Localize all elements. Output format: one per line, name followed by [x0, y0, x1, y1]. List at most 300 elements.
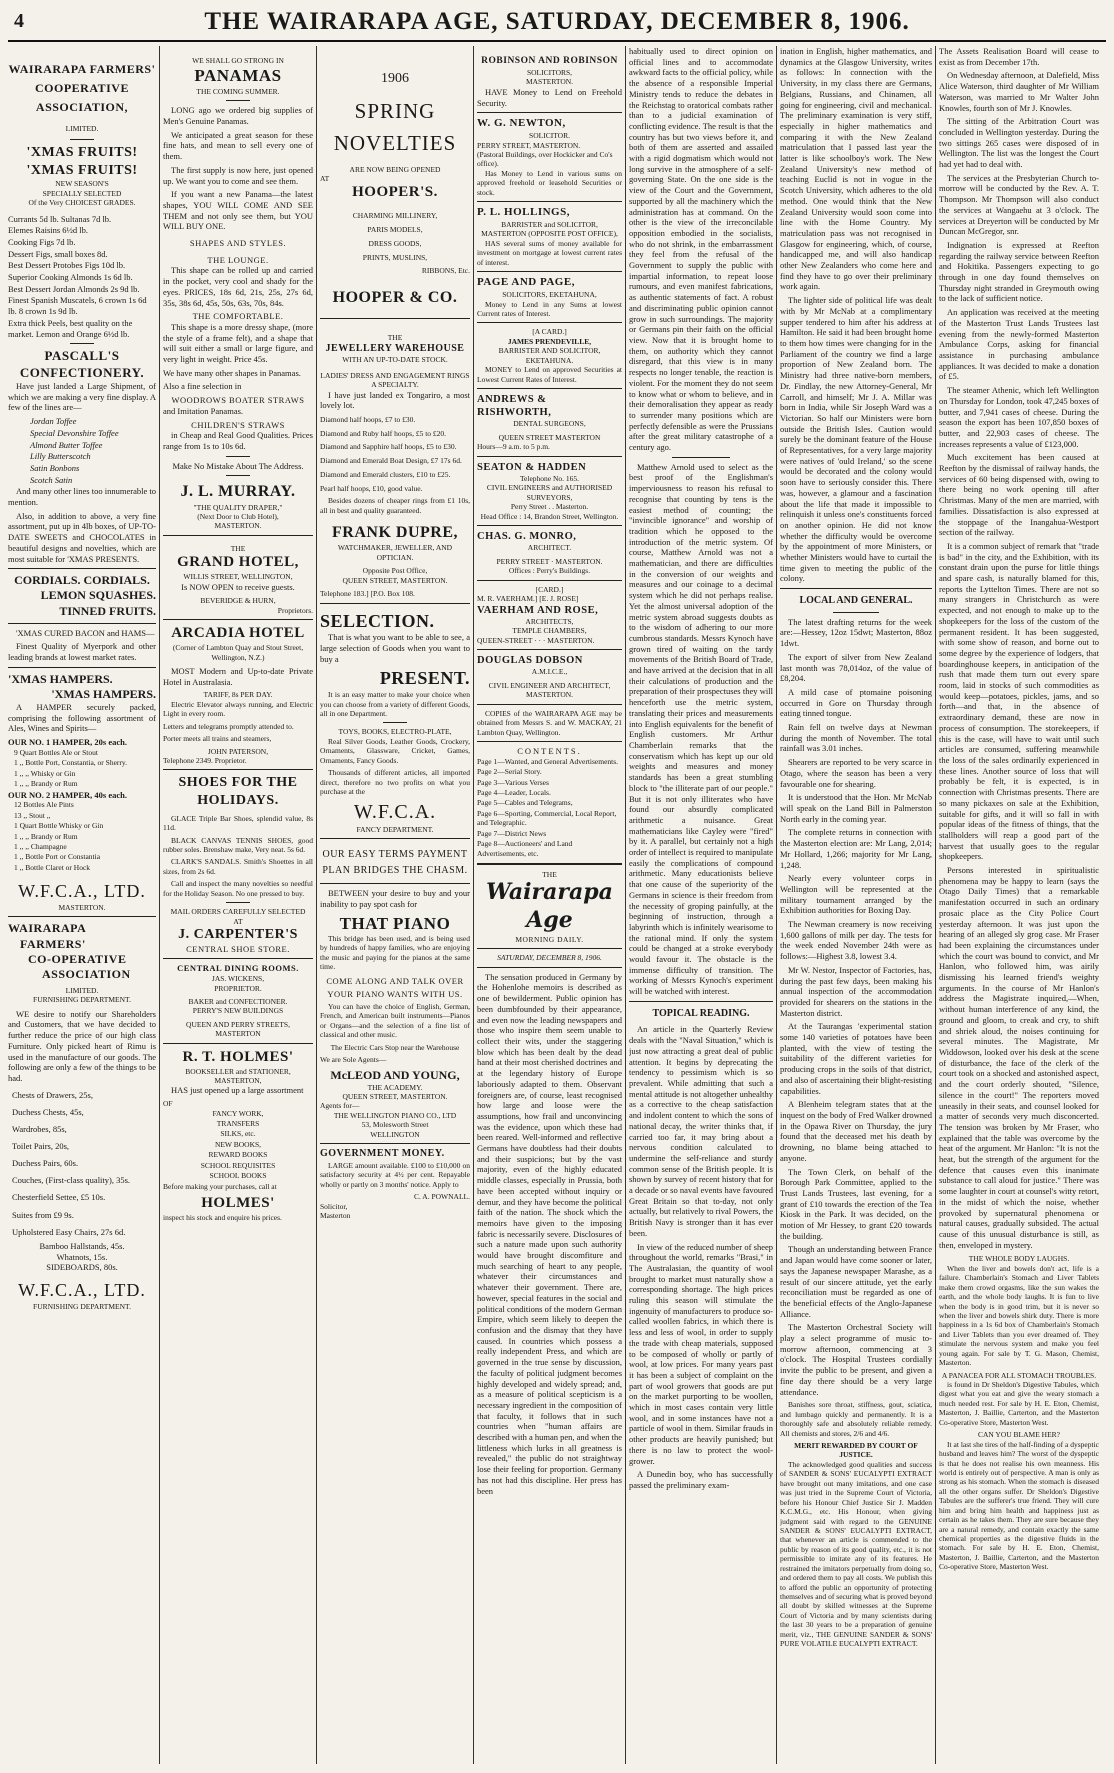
imitation-panamas: and Imitation Panamas. [163, 405, 244, 416]
list-item: Upholstered Easy Chairs, 27s 6d. [12, 1226, 126, 1237]
dobson-town: MASTERTON. [525, 690, 574, 700]
piano-between: BETWEEN your desire to buy and your inability to pay spot cash for [320, 888, 470, 909]
murray-masterton: MASTERTON. [214, 521, 262, 531]
seaton-civil: CIVIL ENGINEERS and AUTHORISED SURVEYORS, [486, 483, 613, 502]
that-piano-heading: THAT PIANO [339, 913, 451, 933]
robinson-heading: ROBINSON AND ROBINSON [481, 56, 618, 66]
leader-paragraph-1: The sensation produced in Germany by the Hohenlohe memoirs is described as one of bewilderment. Public opinion has been dumbfounded by their appearance, and even now the leading newspapers and those who inspire them seem unable to collect their wits, under the staggering blow which has been dealt by the dead hand at their most cherished doctrines and at the legendary history of Europe laboriously adapted to them. Observant foreigners are, of course, least recognised how large and loose were the assumptions, how frail and unconvincing was the evidence, upon which these had been reared. Well-informed and reflective Germans have doubtless had their doubts and their suspicions; but by the vast majority, even of the highly educated middle classes, especially in Prussia, both have been accepted without inquiry or demur, and they have become the political faith of the nation. The shock which the memoirs have given to the imposing fabric is necessarily severe. Disclosures of such a nature made upon such authority would have brought discomfiture and much searching of heart to any people, whatever their circumstances and whatever their government. There are, however, special features in the social and political conditions of the modern German Empire, which seem likely to deepen the confusion and the dismay that they have caused. In countries which possess a really independent Press, and which are governed in the true sense by discussion, the faculty of political judgment becomes highly developed and widely spread; and, as a measure of political scepticism is a necessary ingredient in the composition of that faculty, it follows that in such countries when "human affairs are described with a human pen, and when the littleness which lurks in all greatness is revealed," the public do not straightway lose their feeling for proportion. Germany has not had this discipline. Her press has been [477, 971, 622, 1496]
block-cooperative: CO-OPERATIVE [28, 951, 127, 966]
card-label-2: [CARD.] [535, 584, 564, 594]
tinned-heading: TINNED FRUITS. [59, 603, 156, 618]
dining-rooms-heading: CENTRAL DINING ROOMS. [177, 963, 299, 974]
wpc-city: WELLINGTON [370, 1129, 420, 1139]
topical-paragraph-2: In view of the reduced number of sheep throughout the world, remarks "Brasi," in The Australasian, the quantity of wool brought to market must naturally show a corresponding shortage. The high prices ruling this season will stimulate the ingenuity of manufacturers to produce so-called woollen fabrics, in which there is less and less of wool, in order to supply the trade with cheap materials, supposed to be composed of wholly or partly of wool, at low prices. For many years past it has been a subject of complaint on the part of wool growers that goods are put on the market purporting to be woollen, which in most cases contain very little wool, and in some instances have not a particle of wool in them. Similar frauds in other products are heavily punished; but there is no law to protect the wool-grower. [629, 1241, 773, 1466]
piano-street: QUEEN STREET, MASTERTON. [342, 1092, 448, 1102]
monro-street: PERRY STREET · MASTERTON. [496, 556, 603, 566]
government-money-text: LARGE amount available. £100 to £10,000 on satisfactory security at 4½ per cent. Repayable wholly or partly on 3 months' notice. Apply to [320, 1160, 470, 1189]
local-item: Persons interested in spiritualistic phenomena may be happy to learn (says the Otago Daily Times) that a remarkable manifestation occurred in such an ordinary prosaic place as the City Police Court yesterday afternoon. It was just upon the hearing of an alleged sly grog case. Mr Fraser had been explaining the circumstances under which the court was bound to convict, and Mr Hanlon, who followed him, was airily dismissing his learned friend's weighty arguments. In the course of Mr Hanlon's address the Magistrate inquired,—When, without human interference of any kind, the ground and gloom, to creak and cry, to shift and shriek aloud, the noises continuing for several minutes. The Magistrate, Mr Widdowson, looked over his desk at the scene of disturbance, the face of the clerk of the court took on a shocked and astonished aspect, and the court orderly shouted, "Silence, silence in the court!" The reporters moved uneasily in their seats, and counsel looked for a matter of seconds very much disconcerted. The tension was broken by Mr Fraser, who explained that the table was overcome by the heat of the argument. Mr Hanlon: "It is not the heat, but the strength of the argument for the defence that causes even this inanimate substance to call aloud for justice." There was some laughter in court at counsel's witty retort, in the midst of which the noise, whether provoked by supernatural phenomena or natural causes, gradually subsided. The actual cause of this unusual disturbance is still, as then, enveloped in mystery. [939, 865, 1099, 1250]
grand-address: WILLIS STREET, WELLINGTON, [183, 572, 293, 582]
block-limited: LIMITED. [65, 985, 99, 995]
arcadia-elevator: Electric Elevator always running, and Electric Light in every room. [163, 699, 313, 719]
list-item: RIBBONS, Etc. [421, 266, 470, 276]
dupre-trade: WATCHMAKER, JEWELLER, AND OPTICIAN. [337, 543, 453, 562]
ad-heading: A PANACEA FOR ALL STOMACH TROUBLES. [941, 1370, 1097, 1380]
ad-heading: THE WHOLE BODY LAUGHS. [968, 1254, 1070, 1264]
carpenter-at: AT [233, 916, 243, 926]
local-item: The services at the Presbyterian Church to-morrow will be conducted by the Rev. A. T. Thompson. Mr Thompson will also conduct the services at Wangaehu at 3 o'clock. The services at Dreyerton will be conducted by Mr Duncan McGregor, snr. [939, 172, 1099, 237]
prendeville-town: EKETAHUNA. [525, 355, 574, 365]
masthead [0, 0, 1114, 40]
present-heading: PRESENT. [379, 668, 470, 689]
hampers-heading: 'XMAS HAMPERS. [8, 671, 113, 686]
wairarapa-age-logo: Wairarapa Age [486, 879, 613, 934]
local-item: A Blenheim telegram states that at the inquest on the body of Fred Walker drowned in the Opawa River on Thursday, the jury found that the deceased met his death by drowning, no blame being attached to anyone. [780, 1099, 932, 1163]
newton-street: PERRY STREET, MASTERTON. [477, 140, 581, 150]
local-item: Though an understanding between France and Japan would have come sooner or later, says the Japanese newspaper Marashe, as a result of our sincere attitude, yet the early reconciliation must be regarded as one of the beneficial effects of the Anglo-Japanese Alliance. [780, 1244, 932, 1319]
page-money: Money to Lend in any Sums at lowest Current rates of Interest. [477, 299, 622, 318]
dupre-name: FRANK DUPRE, [332, 524, 458, 542]
grand-proprietors: Proprietors. [277, 605, 313, 615]
lemon-heading: LEMON SQUASHES. [40, 588, 156, 603]
list-item: Page 3—Various Verses [477, 777, 549, 787]
list-item: SILKS, etc. [220, 1129, 256, 1139]
selection-text: That is what you want to be able to see, a large selection of Goods when you want to buy a [320, 632, 470, 664]
shoes-heading: SHOES FOR THE HOLIDAYS. [178, 775, 298, 809]
block-association: ASSOCIATION [42, 966, 131, 981]
leader-paragraph-3: Matthew Arnold used to select as the best proof of the Englishman's imperviousness to reason his refusal to recognise that counting by tens is the easiest method of counting; the "invincible ignorance" and worship of tradition which he opposed to the introduction of the metric system. Of course, Matthew Arnold was not a mathematician, and there are difficulties in the conversion of our weights and measures and our coinage to a decimal system which he did not perhaps realise. Yet the almost universal adoption of the metric system abroad suggests doubts as to the wisdom of adhering to our more cumbrous standards. Messrs Kynoch have grown tired of waiting on the tardy movements of the British Board of Trade, and have arrived at the decision that in all their calculations of production and the preparation of their prospectuses they will henceforth use the metric system, translating their prices and measurements into English equivalents for the benefit of English customers. Mr Arthur Chamberlain remarks that the conservatism which has kept up our old weights and measures and money standards has been a great stumbling block to "the illiterate part of our people." But it is not only illiterates who have found our absurdly complicated arithmetic a nuisance. Great mathematicians like Cayley were "fired" by it. A parallel, but certainly not a high order of intellect is required to manipulate easily the complications of compound arithmetic. Many educationists believe that one cause of the superiority of the Germans in science is their freedom from the necessity of groping painfully, at the beginning of instruction, through a labyrinth which is infinitely wearisome to the rational mind. If only the system could be changed at a stroke everybody would favour it. The obstacle is the immense difficulty of transition. The working of Messrs Kynoch's experiment will be watched with interest. [629, 461, 773, 997]
column-5 [629, 46, 773, 1764]
childrens-text: in Cheap and Real Good Qualities. Prices range from 1s to 10s 6d. [163, 430, 313, 451]
local-item: The export of silver from New Zealand last month was 78,014oz, of the value of £8,204. [780, 651, 932, 684]
holmes-bookseller: BOOKSELLER and STATIONER, [185, 1066, 291, 1076]
pownall-name: C. A. POWNALL. [413, 1192, 470, 1202]
panama-intro: WE SHALL GO STRONG IN [192, 56, 284, 65]
local-item: The sitting of the Arbitration Court was concluded in Wellington yesterday. During the two sittings 265 cases were disposed of in Wellington. The list was the longest the Court had yet had to deal with. [939, 116, 1099, 170]
list-item: Page 2—Serial Story. [477, 767, 542, 777]
comfortable-text: This shape is a more dressy shape, (more the style of a frame felt), and a shape that will suit either a small or large figure, and very light in weight. Price 45s. [163, 321, 313, 365]
newton-heading: W. G. NEWTON, [477, 117, 566, 130]
andrews-dental: DENTAL SURGEONS, [513, 419, 586, 429]
central-shoe-store: CENTRAL SHOE STORE. [186, 943, 290, 954]
list-item: Duchess Chests, 45s, [12, 1106, 84, 1117]
piano-bridge: This bridge has been used, and is being used by hundreds of happy families, who are enjoying the music and paying for the pianos at the same time. [320, 933, 470, 972]
arcadia-letters: Letters and telegrams promptly attended to. [163, 721, 294, 731]
hollings-address: MASTERTON (OPPOSITE POST OFFICE), [481, 229, 618, 239]
selection-heading: SELECTION. [320, 610, 435, 631]
pascall-heading: PASCALL'S CONFECTIONERY. [19, 348, 145, 380]
xmas-fruits-heading: 'XMAS FRUITS! [26, 145, 138, 160]
list-item: Scotch Satin [30, 474, 73, 485]
arcadia-address: (Corner of Lambton Quay and Stout Street, Wellington, N.Z.) [172, 643, 304, 662]
wfca-logo-2: W.F.C.A., LTD. [18, 1280, 146, 1300]
now-opened: ARE NOW BEING OPENED [349, 164, 441, 174]
arcadia-heading: ARCADIA HOTEL [171, 625, 305, 642]
local-item: The Town Clerk, on behalf of the Borough Park Committee, applied to the Trust Lands Trustees, last evening, for a grant of £10 towards the erection of the Tea Kiosk in the Park. It was decided, on the motion of Mr Hessey, to grant £20 towards the building. [780, 1166, 932, 1241]
local-item: Banishes sore throat, stiffness, gout, sciatica, and lumbago quickly and permanently. It is a thoroughly safe and absolutely reliable remedy. All chemists and stores, 2/6 and 4/6. [780, 1400, 932, 1438]
list-item: Wardrobes, 85s, [12, 1123, 67, 1134]
column-1 [8, 46, 156, 1764]
easy-terms-heading: OUR EASY TERMS PAYMENT PLAN BRIDGES THE CHASM. [322, 849, 468, 877]
hamper-1-list [8, 748, 156, 789]
hampers-heading-2: 'XMAS HAMPERS. [51, 686, 156, 701]
local-item: Rain fell on twelve days at Newman during the month of November. The total rainfall was 3.01 inches. [780, 722, 932, 754]
list-item: Chests of Drawers, 25s, [12, 1089, 93, 1100]
list-item: Cooking Figs 7d lb. [8, 236, 76, 247]
fruits-sub-3: Of the Very CHOICEST GRADES. [28, 198, 136, 208]
clarks-sandals: CLARK'S SANDALS. Smith's Shoettes in all sizes, from 2s 6d. [163, 857, 313, 876]
list-item: Diamond and Emerald Boat Design, £7 17s 6d. [320, 456, 462, 466]
grand-open: Is NOW OPEN to receive guests. [181, 581, 295, 592]
list-item: 1 Quart Bottle Whisky or Gin [14, 821, 104, 831]
column-7 [939, 46, 1099, 1764]
list-item: CHARMING MILLINERY, [352, 211, 438, 221]
wfca-logo: W.F.C.A., LTD. [18, 881, 146, 902]
thousands-articles: Thousands of different articles, all imported direct, therefore no two profits on what you purchase at the [320, 768, 470, 797]
local-item: It is a common subject of remark that "trade is bad" in the city, and the Exhibition, with its constant drain upon the purse for little things and spare cash, is naturally blamed for this, reports the Lyttelton Times. There are not so many strangers in Christchurch as were expected, and not enough to make up to the shopkeepers for the loss of the custom of the permanent resident. It has been suggested, with some show of reason, and borne out to some degree by the experience of lodgers, that boardinghouse keepers, in anticipation of the rush that made them turn out every spare room, laid in stocks of such commodities as would keep—potatoes, pickles, jams, and so forth—and that, in the absence of extraordinary demand, these are now in process of consumption. The storekeepers, if this is the case, will have to wait until such articles are consumed, suffering meanwhile the loss of the sales ordinarily experienced in these lines. Another source of loss that will probably be felt, it is expected, is in connection with Christmas presents. There are so many pickaxes on sale at the Exhibition, suitable for gifts, and it will so fall in with popular ideas of the fitness of things, that the stallholders will reap a good part of the harvest that usually goes to the regular shopkeepers. [939, 540, 1099, 862]
wickens-proprietor: PROPRIETOR. [214, 983, 262, 993]
dobson-title: CIVIL ENGINEER AND ARCHITECT, [488, 680, 611, 690]
local-item: Much excitement has been caused at Reefton by the dismissal of railway hands, the services of 60 being dispensed with, owing to there being no work opening till after Christmas. Many of the men are married, with families. Dissatisfaction is also expressed at the stoppage of the Inangahua-Westport section of the railway. [939, 452, 1099, 538]
lounge-text: This shape can be rolled up and carried in the pocket, very cool and shady for the eyes. PRICES, 18s 6d, 21s, 25s, 27s 6d, 35s, 38s 6d, 45s, 50s, 63s, 70s, 84s. [163, 265, 313, 308]
leader-date: SATURDAY, DECEMBER 8, 1906. [497, 953, 602, 963]
queen-perry-streets: QUEEN AND PERRY STREETS, [186, 1019, 290, 1029]
tennis-shoes: BLACK CANVAS TENNIS SHOES, good rubber soles. Brenshaw make, Very neat. 5s 6d. [163, 835, 313, 854]
local-item: The steamer Athenic, which left Wellington on Thursday for London, took 47,245 boxes of butter, and 7,941 cases of cheese. During the season the export has been 107,850 boxes of butter, and 22,903 cases of cheese. The increases represents a value of £123,000. [939, 385, 1099, 449]
list-item: 1 ,, Bottle Port or Constantia [14, 852, 101, 862]
list-item: Elemes Raisins 6½d lb. [8, 225, 89, 236]
page-heading: PAGE AND PAGE, [477, 276, 575, 289]
xmas-fruits-heading-2: 'XMAS FRUITS! [26, 162, 138, 178]
list-item: Page 5—Cables and Telegrams, [477, 798, 573, 808]
list-item: SCHOOL BOOKS [209, 1171, 267, 1181]
also-selection: Also a fine selection in [163, 381, 242, 392]
list-item: Jordan Toffee [30, 416, 77, 427]
list-item: 13 ,, Stout ,, [14, 810, 51, 820]
list-item: Couches, (First-class quality), 35s. [12, 1175, 131, 1186]
hoopers-heading: HOOPER'S. [352, 184, 438, 201]
other-shapes: We have many other shapes in Panamas. [163, 367, 301, 378]
list-item: 1 ,, ,, Brandy or Rum [14, 779, 78, 789]
arcadia-telephone: Telephone 2349. Proprietor. [163, 755, 247, 765]
panama-p1: LONG ago we ordered big supplies of Men's Genuine Panamas. [163, 105, 313, 126]
toys-heading: TOYS, BOOKS, ELECTRO-PLATE, [338, 727, 452, 737]
block-farmers: FARMERS' [20, 936, 86, 951]
panacea-ad: is found in Dr Sheldon's Digestive Tabules, which digest what you eat and give the weary stomach a much needed rest. For sale by H. E. Eton, Chemist, Masterton, J. Baillie, Carterton, and the Masterton Co-operative Store, Masterton West. [939, 1380, 1099, 1427]
local-item: Mr W. Nestor, Inspector of Factories, has, during the past few days, been making his annual inspection of the accommodation provided for shearers on the stations in the Masterton district. [780, 964, 932, 1018]
quality-draper: "THE QUALITY DRAPER," [193, 502, 283, 512]
list-item: 1 ,, ,, Whisky or Gin [14, 768, 76, 778]
list-item: Diamond and Emerald clusters, £10 to £25. [320, 469, 451, 479]
list-item: Page 4—Leader, Locals. [477, 787, 551, 797]
topical-paragraph-1: An article in the Quarterly Review deals with the "Naval Situation," which is just now attracting a great deal of public attention. It begins by deprecating the tendency to pessimism which is so prevalent. While admitting that such a mental attitude is not altogether unhealthy as a corrective to the cheap satisfaction and indolent content to which the sons of national decay, the writer thinks that, if carried too far, it may bring about a nervous condition calculated to undermine the self-reliance and sturdy common sense of the British people. It is shown by survey of recent history that for a decade or so naval events have favoured Great Britain so that to-day, not only actually, but relatively to rival Powers, the British Navy is stronger than it has ever been. [629, 1024, 773, 1238]
arcadia-tariff: TARIFF, 8s PER DAY. [203, 690, 273, 700]
panama-p2: We anticipated a great season for these fine hats, and mean to sell every one of them. [163, 129, 313, 162]
piano-agents: We are Sole Agents— [320, 1055, 387, 1065]
dupre-opposite: Opposite Post Office, [362, 566, 428, 576]
local-item: Indignation is expressed at Reefton regarding the railway service between Reefton and Hokitika. Passengers expecting to go through in one day found themselves on Thursday night stranded in Greymouth owing to the lack of sufficient notice. [939, 239, 1099, 304]
mcnab-paragraph: The lighter side of political life was dealt with by Mr McNab at a complimentary supper tendered to him after his address at Hamilton. He said it had been brought home to them how times were changing for in the Parliament of the country we find a large proportion of New Zealand born. The Ministry had three native-born members, Dr. Findlay, the new Attorney-General, Mr Carroll, and himself; Mr J. A. Millar was born in India, while Sir Joseph Ward was a Victorian. So half our Ministers were born outside the British Isles. Caution would surely be the dominant feature of the House of Representatives, for a very large majority were natives of 'ould Ireland,' so the scene would be decorated and the colony would soon have to seriously consider this. There was, however, a glamour and a fascination about the life that made it impossible to relinquish it unless one's constituents forced on another opinion. He did not know whether the difficulty would be overcome by the appointment of more Ministers, or whether Ministers would have to curtail the time given to meeting the public of the colony. [780, 295, 932, 584]
hooper-at: AT [320, 173, 330, 183]
newton-money: Has Money to Lend in various sums on approved freehold or leasehold Securities or stock. [477, 168, 622, 197]
shapes-heading: SHAPES AND STYLES. [189, 238, 287, 249]
list-item: REWARD BOOKS [208, 1150, 268, 1160]
perrys-buildings: PERRY'S NEW BUILDINGS [192, 1006, 284, 1016]
list-item: 1 ,, Bottle Port, Constantia, or Sherry. [14, 758, 128, 768]
column-4 [477, 46, 622, 1764]
local-general-heading: LOCAL AND GENERAL. [799, 595, 913, 607]
leader-paragraph-2: habitually used to direct opinion on official lines and to accommodate awkward facts to the official policy, while the absence of a responsible Imperial Ministry tends to reduce the debates in the Reichstag to oratorical combats rather than to a judicial examination of conflicting evidence. The result is that the country has but two views before it, and both of them are asserted and assailed with a rigid dogmatism which would not long survive in the atmosphere of a self-governing State. On the one side is the view of the Court and the Government, supported by all the machinery which the administration has at command. On the other is the view of the irreconcilable opposition embodied in the socialists, who do not shrink, in the embarrassment they feel from the refusal of the Government to supply the public with impartial information, to repeat loose rumours, and even manifest fabrications, as authentic statements of fact. A robust and discriminating public opinion cannot grow in such surroundings. The majority or Germans pin their faith on the official view. Now that it is brought home to them, on authority which they cannot disregard, that this view is in many respects no longer tenable, the reaction is violent. For the moment they do not seem to know what or whom to believe, and in their demoralisation they appear as ready to surrender many positions which are perfectly defensible as were the Prussians after the great military catastrophe of a century ago. [629, 46, 773, 453]
holmes-name-2: HOLMES' [201, 1195, 275, 1212]
piano-come-along: COME ALONG AND TALK OVER YOUR PIANO WANTS WITH US. [326, 975, 464, 1000]
local-item: An application was received at the meeting of the Masterton Trust Lands Trustees last evening from the newly-formed Masterton Ambulance Corps, asking for financial assistance in purchasing ambulance appliances. It was decided to make a donation of £5. [939, 307, 1099, 382]
local-item: The Assets Realisation Board will cease to exist as from December 17th. [939, 46, 1099, 67]
holmes-before: Before making your purchases, call at [163, 1181, 277, 1191]
list-item: Superior Cooking Almonds 1s 6d lb. [8, 272, 133, 283]
vaerham-heading: VAERHAM AND ROSE, [477, 604, 599, 616]
robinson-money: HAVE Money to Lend on Freehold Security. [477, 86, 622, 108]
list-item: 12 Bottles Ale Pints [14, 800, 74, 810]
wpc-street: 53, Molesworth Street [361, 1120, 429, 1130]
andrews-heading: ANDREWS & RISHWORTH, [477, 394, 552, 419]
hooper-lines [320, 210, 470, 278]
mail-orders: MAIL ORDERS CAREFULLY SELECTED [170, 907, 306, 917]
newton-pastoral: (Pastoral Buildings, over Hockicker and Co's office). [477, 149, 613, 169]
robinson-masterton: MASTERTON. [525, 77, 574, 87]
seaton-telephone: Telephone No. 165. [519, 473, 580, 483]
spring-heading: SPRING [354, 98, 436, 123]
andrews-hours: Hours—9 a.m. to 5 p.m. [477, 442, 550, 452]
childrens-heading: CHILDREN'S STRAWS [191, 419, 285, 430]
andrews-street: QUEEN STREET MASTERTON [498, 432, 601, 442]
prendeville-title: BARRISTER AND SOLICITOR, [498, 346, 601, 356]
wfca-limited: LIMITED. [65, 123, 99, 133]
hamper-text: A HAMPER securely packed, comprising the following assortment of Ales, Wines and Spirits— [8, 701, 156, 734]
glasgow-paragraph: ination in English, higher mathematics, and dynamics at the Glasgow University, writes as follows: In connection with the University, in my class there are Germans, Belgians, Russians, and Chinamen, all going for engineering, civil and mechanical. The preliminary examination is very stiff, especially in higher mathematics and comparing it with the New Zealand matriculation that I passed last year the latter is like schoolboy's work. The New Zealand University's new method of teaching Euclid is not in vogue in the Scotch University, which adheres to the old method. One would think that the New Zealand University would soon come into line with the Home Country. My matriculation pass was not recognised in Glasgow for engineering, which, of course, handicapped me, and will also handicap other New Zealanders who come here and find they have to go over their preliminary work again. [780, 46, 932, 292]
whatnots-line: Whatnots, 15s. [56, 1251, 108, 1262]
list-item: Page 1—Wanted, and General Advertisements. [477, 756, 619, 766]
monro-title: ARCHITECT. [527, 543, 572, 553]
jewellery-stock: WITH AN UP-TO-DATE STOCK. [342, 355, 448, 365]
list-item: Pearl half hoops, £10, good value. [320, 483, 423, 493]
list-item: Page 7—District News [477, 828, 547, 838]
holmes-of: OF [163, 1099, 173, 1109]
cordials-heading: CORDIALS. CORDIALS. [14, 573, 150, 588]
sheldon-ad: It at last she tires of the half-finding of a dyspeptic husband and leaves him? The worst of the dyspeptic is that he does not realise his own meanness. His world is entirely out of perspective. A man is only as strong as his stomach. When the stomach is diseased all the other organs suffer. Dr Sheldon's Digestive Tabules are the sufferer's true friend. They will cure him and bring him health and happiness just as certain as he takes them. They are sure because they are a natural remedy, and contain exactly the same chemical properties as the digestive fluids in the stomach. For sale by H. E. Eton, Chemist, Masterton, J. Baillie, Carterton, and the Masterton Co-operative Store, Masterton West. [939, 1439, 1099, 1572]
list-item: Diamond half hoops, £7 to £30. [320, 414, 416, 424]
local-item: On Wednesday afternoon, at Dalefield, Miss Alice Waterson, third daughter of Mr William Waterson, was married to Mr Walter John Knowles, fourth son of Mr J. Knowles. [939, 70, 1099, 113]
prendeville-name: JAMES PRENDEVILLE, [507, 336, 592, 346]
furnishing-notice: WE desire to notify our Shareholders and Customers, that we have decided to further reduce the price of our high class Furniture. Only picked heart of Rimu is used in the manufacture of our goods. The following are only a few of the things to be had. [8, 1008, 156, 1083]
piano-academy: THE ACADEMY. [367, 1082, 423, 1092]
pascall-text: Have just landed a Large Shipment, of which we are making a very fine display. A few of the lines are— [8, 381, 156, 413]
local-item: The latest drafting returns for the week are:—Hessey, 12oz 15dwt; Masterton, 88oz 1dwt. [780, 616, 932, 649]
ad-heading: CAN YOU BLAME HER? [977, 1430, 1060, 1440]
pownall-town: Masterton [320, 1211, 351, 1221]
woodrows-heading: WOODROWS BOATER STRAWS [171, 395, 305, 406]
hamper-1-heading: OUR NO. 1 HAMPER, 20s each. [8, 737, 127, 748]
list-item: Suites from £9 9s. [12, 1209, 74, 1220]
topical-paragraph-3: A Dunedin boy, who has successfully passed the preliminary exam- [629, 1469, 773, 1490]
government-money-heading: GOVERNMENT MONEY. [320, 1148, 445, 1160]
list-item: Almond Butter Toffee [30, 439, 103, 450]
list-item: PRINTS, MUSLINS, [362, 252, 428, 262]
piano-cars: The Electric Cars Stop near the Warehouse [330, 1042, 460, 1052]
newton-title: SOLICITOR. [529, 131, 570, 141]
hooper-co: HOOPER & CO. [332, 289, 458, 307]
fruits-sub-2: SPECIALLY SELECTED [42, 188, 122, 198]
list-item: SCHOOL REQUISITES [200, 1160, 276, 1170]
topical-heading: TOPICAL READING. [652, 1007, 750, 1019]
furniture-list [8, 1087, 156, 1240]
merit-heading: MERIT REWARDED BY COURT OF JUSTICE. [794, 1441, 918, 1460]
block-wairarapa: WAIRARAPA [8, 921, 87, 936]
dupre-telephone: Telephone 183.] [P.O. Box 108. [320, 589, 415, 599]
comfortable-heading: THE COMFORTABLE. [192, 311, 284, 322]
address-notice: Make No Mistake About The Address. [172, 460, 304, 471]
pascall-more-2: Also, in addition to above, a very fine assortment, put up in 4lb boxes, of UP-TO-DATE SWEETS and CHOCOLATES in beautiful designs and novelties, which are most suitable for 'XMAS PRESENTS. [8, 510, 156, 564]
masthead-rule [8, 40, 1106, 42]
bacon-text: Finest Quality of Myerpork and other leading brands at lowest market rates. [8, 641, 156, 663]
column-6 [780, 46, 932, 1764]
murray-next-door: (Next Door to Club Hotel), [197, 511, 279, 521]
arcadia-proprietor-name: JOHN PATERSON, [207, 746, 269, 756]
local-item: It is understood that the Hon. Mr McNab will speak on the Land Bill in Palmerston North early in the coming year. [780, 792, 932, 824]
holmes-opened: HAS just opened up a large assortment [171, 1085, 304, 1096]
list-item: Dessert Figs, small boxes 8d. [8, 248, 108, 259]
hollings-heading: P. L. HOLLINGS, [477, 206, 570, 219]
list-item: Best Dessert Jordan Almonds 2s 9d lb. [8, 283, 140, 294]
list-item: PARIS MODELS, [367, 225, 423, 235]
hollings-money: HAS several sums of money available for investment on mortgage at lowest current rates of interest. [477, 238, 622, 267]
list-item: Special Devonshire Toffee [30, 427, 119, 438]
jewellery-rings: LADIES' DRESS AND ENGAGEMENT RINGS A SPECIALTY. [320, 370, 470, 390]
list-item: Page 8—Auctioneers' and Land Advertisements, etc. [477, 839, 573, 858]
list-item: Finest Spanish Muscatels, 6 crown 1s 6d lb. 8 crown 1s 9d lb. [8, 295, 147, 317]
vaerham-architects: ARCHITECTS, [525, 616, 574, 626]
local-item: The Newman creamery is now receiving 1,600 gallons of milk per day. The tests for the week ended November 24th were as follows:—Highest 3.8, lowest 3.4. [780, 919, 932, 962]
wellington-piano-co: THE WELLINGTON PIANO CO., LTD [333, 1110, 457, 1120]
wfca-fancy-logo: W.F.C.A. [353, 800, 437, 823]
list-item: TRANSFERS [216, 1119, 260, 1129]
coming-summer: THE COMING SUMMER. [196, 86, 280, 96]
wfca-header: WAIRARAPA FARMERS' COOPERATIVE ASSOCIATION, [8, 62, 156, 115]
hooper-year: 1906 [381, 71, 409, 86]
wickens-name: JAS. WICKENS, [211, 974, 265, 984]
silver-goods: Real Silver Goods, Leather Goods, Crockery, Ornaments, Glassware, Cricket, Games, Ornaments, Fancy Goods. [320, 736, 470, 765]
pascall-more: And many other lines too innumerable to mention. [8, 486, 156, 508]
hollings-title: BARRISTER and SOLICITOR, [501, 220, 598, 230]
card-label: [A CARD.] [532, 327, 567, 337]
vaerham-chambers: TEMPLE CHAMBERS, [512, 626, 587, 636]
list-item: DRESS GOODS, [368, 238, 422, 248]
local-item: At the Taurangas 'experimental station some 140 varieties of potatoes have been planted, with the view of testing the suitability of the different varieties for producing crops in the soils of that district, and also of ascertaining their blight-resisting capabilities. [780, 1021, 932, 1096]
holmes-masterton: MASTERTON, [214, 1076, 262, 1086]
list-item: 1 ,, Bottle Claret or Hock [14, 862, 91, 872]
piano-agents-for: Agents for— [320, 1101, 360, 1111]
list-item: Diamond and Sapphire half hoops, £5 to £30. [320, 442, 457, 452]
panamas-heading: PANAMAS [194, 66, 282, 86]
hamper-2-list [8, 800, 156, 872]
list-item: FANCY WORK, [212, 1108, 264, 1118]
carpenter-name: J. CARPENTER'S [178, 927, 298, 943]
cheaper-rings: Besides dozens of cheaper rings from £1 10s, all in best and quality guaranteed. [320, 496, 470, 515]
contents-heading: CONTENTS. [517, 745, 582, 756]
wfca-fancy-dept: FANCY DEPARTMENT. [356, 824, 434, 834]
wfca-masterton: MASTERTON. [58, 902, 106, 912]
panama-p4: If you want a new Panama—the latest shapes, YOU WILL COME AND SEE THEM and not only see them, but YOU WILL BUY ONE. [163, 189, 313, 232]
jewellery-landed: I have just landed ex Tongariro, a most lovely lot. [320, 389, 470, 411]
monro-offices: Offices : Perry's Buildings. [508, 566, 591, 576]
merit-text: The acknowledged good qualities and success of SANDER & SONS' EUCALYPTI EXTRACT have brought out many imitations, and one case was just tried in the Supreme Court of Victoria, before his Honour Chief Justice Sir J. Madden K.C.M.G., etc. His Honour, when giving judgment said with regard to the GENUINE SANDER & SONS' EUCALYPTI EXTRACT, that whenever an article is commended to the public by reason of its good quality, etc., it is not permissible to imitate any of its features. He restrained the imitators perpetually from doing so, and ordered them to pay all costs. We publish this to afford the public an opportunity of protecting themselves and of securing what is proved beyond all doubt by skilled witnesses at the Supreme Court of Victoria and by many scientists during the last 30 years to be a preparation of genuine merit, viz., THE GENUINE SANDER & SONS' PURE VOLATILE EUCALYPTI EXTRACT. [780, 1459, 932, 1649]
local-item: Shearers are reported to be very scarce in Otago, where the season has been a very favourable one for shearing. [780, 757, 932, 789]
arcadia-porter: Porter meets all trains and steamers, [163, 734, 272, 744]
newspaper-title: THE WAIRARAPA AGE, SATURDAY, DECEMBER 8, 1906. [204, 8, 910, 35]
vaerham-street: QUEEN-STREET · · · MASTERTON. [477, 635, 595, 645]
list-item: Diamond and Ruby half hoops, £5 to £20. [320, 428, 447, 438]
hamper-2-heading: OUR NO. 2 HAMPER, 40s each. [8, 789, 127, 800]
furnishing-footer: FURNISHING DEPARTMENT. [33, 1301, 131, 1311]
seaton-heading: SEATON & HADDEN [477, 461, 587, 473]
list-item: Chesterfield Settee, £5 10s. [12, 1192, 106, 1203]
novelties-heading: NOVELTIES [333, 131, 457, 156]
piano-choice: You can have the choice of English, German, French, and American built instruments—Pianos or Organs—and the selection of a fine list of classical and other music. [320, 1001, 470, 1040]
column-2 [163, 46, 313, 1764]
list-item: Duchess Pairs, 60s. [12, 1158, 79, 1169]
list-item: 9 Quart Bottles Ale or Stout [14, 747, 98, 757]
list-item: 1 ,, ,, Champagne [14, 841, 67, 851]
list-item: Satin Bonbons [30, 462, 80, 473]
monro-heading: CHAS. G. MONRO, [477, 531, 577, 543]
arcadia-modern: MOST Modern and Up-to-date Private Hotel in Australasia. [163, 665, 313, 687]
local-item: The complete returns in connection with the Masterton election are: Mr Lang, 2,014; Mr Hollard, 1,266; majority for Mr Lang, 1,248. [780, 827, 932, 870]
furnishing-heading: FURNISHING DEPARTMENT. [33, 995, 131, 1005]
fruits-sub-1: NEW SEASON'S [55, 179, 109, 189]
murray-name: J. L. MURRAY. [180, 483, 296, 501]
list-item: Currants 5d lb. Sultanas 7d lb. [8, 213, 112, 224]
prendeville-money: MONEY to Lend on approved Securities at Lowest Current Rates of Interest. [477, 365, 622, 384]
holmes-stock-list [163, 1109, 313, 1181]
page-title: SOLICITORS, EKETAHUNA, [502, 290, 597, 300]
rings-list [320, 414, 470, 496]
present-text: It is an easy matter to make your choice when you can choose from a variety of different Goods, all in one Department. [320, 690, 470, 718]
baker-confectioner: BAKER and CONFECTIONER. [188, 996, 288, 1006]
mcleod-young: McLEOD AND YOUNG, [330, 1067, 460, 1082]
pownall-title: Solicitor, [320, 1201, 348, 1211]
list-item: Page 6—Sporting, Commercial, Local Report, and Telegraphic. [477, 808, 617, 828]
bacon-heading: 'XMAS CURED BACON and HAMS— [16, 627, 155, 638]
dupre-street: QUEEN STREET, MASTERTON. [342, 575, 448, 585]
dobson-heading: DOUGLAS DOBSON [477, 655, 583, 667]
column-3 [320, 46, 470, 1764]
local-item: The Masterton Orchestral Society will play a select programme of music to-morrow afternoon, commencing at 3 o'clock. The Hospital Trustees cordially invite the public to be present, and given a fine day there should be a very large attendance. [780, 1322, 932, 1397]
robinson-solicitors: SOLICITORS, [526, 67, 573, 77]
list-item: Extra thick Peels, best quality on the market. Lemon and Orange 6½d lb. [8, 317, 133, 339]
lounge-heading: THE LOUNGE. [207, 254, 269, 265]
list-item: NEW BOOKS, [214, 1139, 262, 1149]
bamboo-line: Bamboo Hallstands, 45s. [39, 1240, 125, 1251]
list-item: Toilet Pairs, 20s, [12, 1141, 70, 1152]
contents-list [477, 757, 622, 858]
grand-hotel-heading: GRAND HOTEL, [177, 554, 299, 571]
vaerham-names: M. R. VAERHAM.] [E. J. ROSE] [477, 594, 579, 604]
copies-notice: COPIES of the WAIRARAPA AGE may be obtained from Messrs S. and W. MACKAY, 21 Lambton Quay, Wellington. [477, 708, 622, 737]
glace-shoes: GLACE Triple Bar Shoes, splendid value, 8s 11d. [163, 813, 313, 833]
fruit-price-list [8, 214, 156, 340]
seaton-street: Perry Street . . Masterton. [510, 502, 589, 512]
morning-daily: MORNING DAILY. [515, 934, 584, 944]
list-item: Lilly Butterscotch [30, 451, 91, 462]
jewellery-warehouse: JEWELLERY WAREHOUSE [325, 342, 465, 354]
